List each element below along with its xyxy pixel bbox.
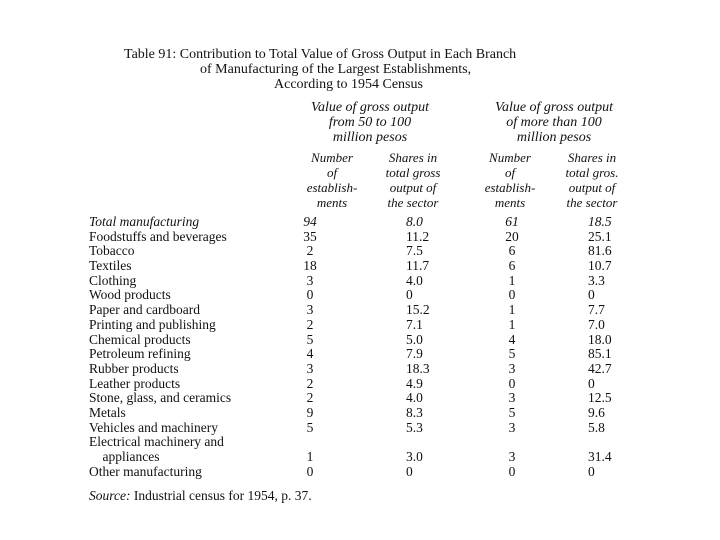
cell-share-50-100: 4.0 [406,390,423,406]
col2-line-1: Shares in [388,150,438,165]
cell-share-over-100: 0 [588,375,595,391]
col2-line-3: output of [389,180,437,195]
col3-line-2: of [504,165,516,180]
row-label: Tobacco [89,243,135,259]
cell-share-over-100: 18.5 [588,214,612,229]
title-line-1: Table 91: Contribution to Total Value of Gross Output in Each Branch [124,47,517,62]
cell-number-over-100: 5 [508,404,516,420]
cell-share-over-100: 42.7 [588,360,612,376]
cell-number-50-100: 3 [306,302,314,318]
row-label: Paper and cardboard [89,302,200,318]
cell-number-50-100: 2 [306,243,314,259]
table-row [0,318,720,333]
cell-number-50-100: 1 [306,449,314,464]
col4-line-3: output of [568,180,616,195]
table-title [124,47,624,92]
table-row [0,406,720,421]
cell-number-over-100: 6 [508,258,516,274]
cell-share-over-100: 31.4 [588,449,612,464]
col3-line-3: establish- [484,180,536,195]
cell-number-50-100: 5 [306,419,314,435]
col1-line-2: of [326,165,338,180]
col4-line-2: total gros. [565,165,619,180]
row-label: Printing and publishing [89,316,216,332]
cell-share-50-100: 0 [406,287,413,303]
table-row [0,288,720,303]
cell-number-over-100: 4 [508,331,516,347]
cell-number-over-100: 0 [508,375,516,391]
group-2-line-1: Value of gross output [494,100,614,115]
col3-line-1: Number [489,150,531,165]
cell-number-over-100: 3 [508,419,516,435]
table-row [0,377,720,392]
row-label: Wood products [89,287,171,303]
cell-number-50-100: 0 [306,287,314,303]
cell-number-over-100: 3 [508,449,516,464]
table-row [0,347,720,362]
cell-share-50-100: 11.7 [406,258,430,274]
title-line-3: According to 1954 Census [274,77,423,92]
cell-share-50-100: 11.2 [406,228,430,244]
cell-number-50-100: 2 [306,375,314,391]
row-label: Petroleum refining [89,346,191,362]
table-row [0,465,720,480]
group-1-line-3: million pesos [332,130,408,145]
cell-number-50-100: 2 [306,390,314,406]
cell-number-over-100: 3 [508,360,516,376]
table-row [0,230,720,245]
group-2-line-3: million pesos [516,130,592,145]
col4-line-4: the sector [566,195,618,210]
col1-line-3: establish- [306,180,358,195]
cell-number-over-100: 1 [508,302,516,318]
cell-number-over-100: 1 [508,316,516,332]
cell-number-over-100: 1 [508,272,516,288]
table-row [0,333,720,348]
cell-share-50-100: 8.3 [406,404,423,420]
cell-share-over-100: 9.6 [588,404,605,420]
row-label: Vehicles and machinery [89,419,218,435]
cell-share-over-100: 7.7 [588,302,605,318]
row-label: Stone, glass, and ceramics [89,390,232,406]
cell-number-50-100: 94 [303,214,317,229]
cell-share-over-100: 81.6 [588,243,612,259]
cell-share-over-100: 25.1 [588,228,612,244]
col1-line-1: Number [311,150,353,165]
cell-share-50-100: 5.0 [406,331,423,347]
row-label: Other manufacturing [89,463,202,479]
col3-line-4: ments [494,195,526,210]
cell-number-over-100: 61 [505,214,519,229]
table-row [0,391,720,406]
table-row [0,362,720,377]
cell-number-over-100: 3 [508,390,516,406]
cell-number-over-100: 0 [508,287,516,303]
cell-number-over-100: 6 [508,243,516,259]
source-label: Source: [89,488,131,503]
cell-share-50-100: 0 [406,463,413,479]
cell-share-over-100: 7.0 [588,316,605,332]
group-header-50-100 [300,100,440,145]
cell-share-over-100: 12.5 [588,390,612,406]
row-label: Total manufacturing [89,214,200,229]
cell-number-50-100: 3 [306,272,314,288]
source-text: Industrial census for 1954, p. 37. [133,488,312,503]
row-label: Textiles [89,258,132,274]
group-2-line-2: of more than 100 [506,115,602,130]
cell-share-over-100: 5.8 [588,419,605,435]
table-body [0,215,720,479]
row-label: Chemical products [89,331,191,347]
column-header-number-2 [474,150,546,210]
group-header-over-100 [484,100,624,145]
table-row [0,450,720,465]
cell-share-50-100: 15.2 [406,302,430,318]
cell-share-50-100: 7.5 [406,243,423,259]
cell-share-over-100: 3.3 [588,272,605,288]
table-row [0,435,720,450]
column-header-shares-1 [376,150,450,210]
cell-number-50-100: 9 [306,404,314,420]
cell-number-over-100: 0 [508,463,516,479]
row-label: Metals [89,404,126,420]
cell-number-50-100: 5 [306,331,314,347]
cell-number-50-100: 0 [306,463,314,479]
row-label: Leather products [89,375,181,391]
cell-share-over-100: 0 [588,463,595,479]
cell-share-50-100: 7.9 [406,346,423,362]
cell-share-over-100: 18.0 [588,331,612,347]
cell-share-over-100: 0 [588,287,595,303]
cell-number-over-100: 20 [505,228,519,244]
table-row [0,303,720,318]
group-1-line-1: Value of gross output [310,100,430,115]
cell-number-50-100: 18 [303,258,317,274]
cell-share-50-100: 3.0 [406,449,423,464]
row-label: appliances [89,449,160,464]
row-label: Electrical machinery and [89,434,224,450]
cell-number-over-100: 5 [508,346,516,362]
cell-share-50-100: 4.9 [406,375,423,391]
cell-number-50-100: 3 [306,360,314,376]
cell-share-50-100: 18.3 [406,360,430,376]
row-label: Rubber products [89,360,179,376]
cell-share-50-100: 7.1 [406,316,423,332]
col2-line-4: the sector [387,195,439,210]
col4-line-1: Shares in [567,150,617,165]
cell-share-50-100: 5.3 [406,419,423,435]
table-row [0,259,720,274]
row-label: Clothing [89,272,137,288]
title-line-2: of Manufacturing of the Largest Establishments, [200,62,472,77]
cell-share-over-100: 10.7 [588,258,612,274]
cell-number-50-100: 4 [306,346,314,362]
table-row [0,244,720,259]
cell-share-over-100: 85.1 [588,346,612,362]
cell-share-50-100: 8.0 [406,214,423,229]
column-header-number-1 [296,150,368,210]
col1-line-4: ments [316,195,348,210]
row-label: Foodstuffs and beverages [89,228,227,244]
column-header-shares-2 [554,150,630,210]
source-note [89,488,312,504]
table-row [0,274,720,289]
cell-share-50-100: 4.0 [406,272,423,288]
group-1-line-2: from 50 to 100 [328,115,412,130]
col2-line-2: total gross [385,165,441,180]
cell-number-50-100: 2 [306,316,314,332]
table-row [0,421,720,436]
table-row [0,215,720,230]
cell-number-50-100: 35 [303,228,317,244]
